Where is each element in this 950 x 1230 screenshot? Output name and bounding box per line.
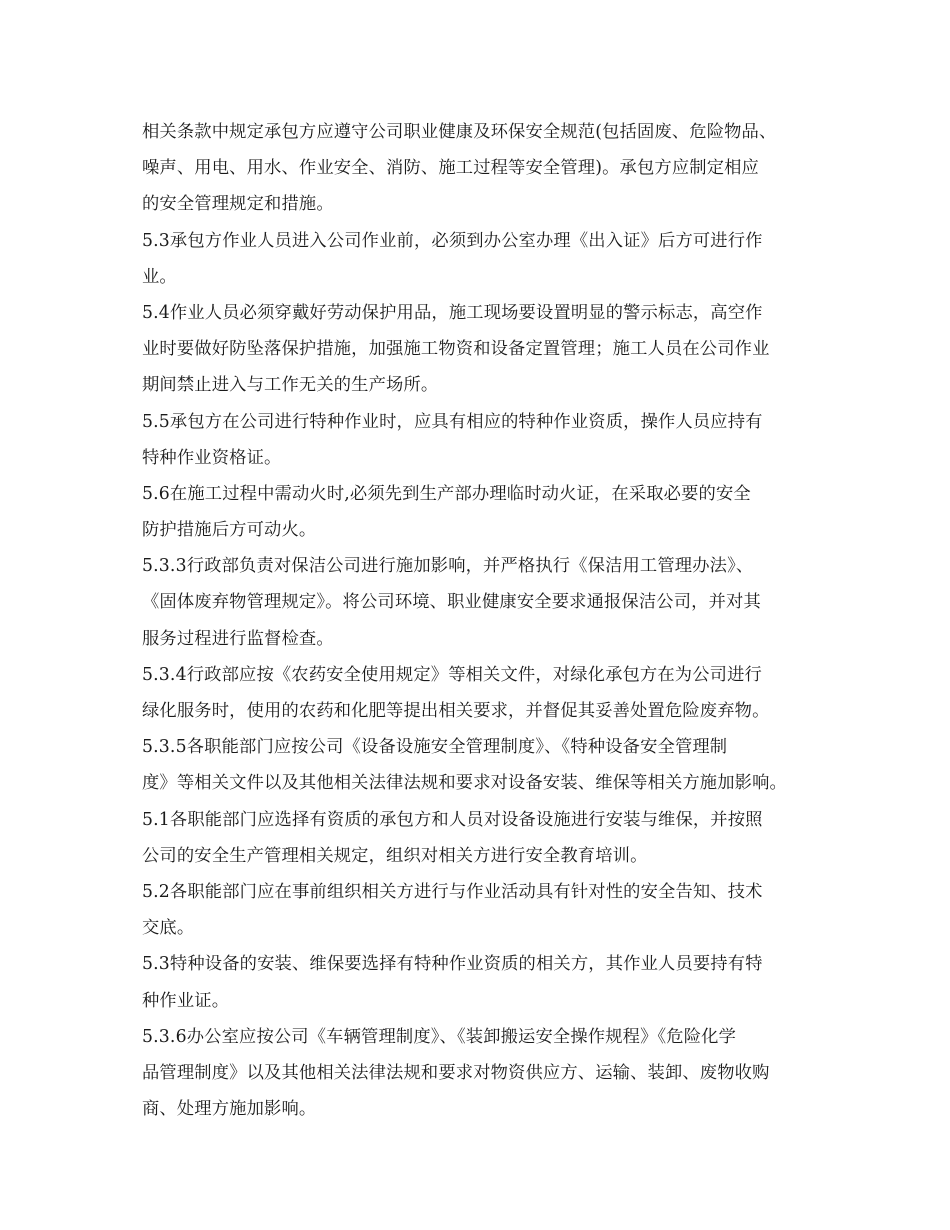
text-line: 绿化服务时，使用的农药和化肥等提出相关要求，并督促其妥善处置危险废弃物。 [142,701,770,721]
text-line: 服务过程进行监督检查。 [142,628,334,649]
text-line: 5.4作业人员必须穿戴好劳动保护用品，施工现场要设置明显的警示标志，高空作 [142,302,763,323]
text-line: 业。 [142,266,177,287]
text-line: 种作业证。 [142,990,230,1011]
text-line: 《固体废弃物管理规定》。将公司环境、职业健康安全要求通报保洁公司，并对其 [142,592,761,613]
text-line: 5.5承包方在公司进行特种作业时，应具有相应的特种作业资质，操作人员应持有 [142,411,763,432]
text-line: 5.3特种设备的安装、维保要选择有特种作业资质的相关方，其作业人员要持有特 [142,954,763,975]
text-line: 5.6在施工过程中需动火时,必须先到生产部办理临时动火证，在采取必要的安全 [142,483,751,504]
text-line: 5.3.4行政部应按《农药安全使用规定》等相关文件，对绿化承包方在为公司进行 [142,664,762,685]
text-line: 业时要做好防坠落保护措施，加强施工物资和设备定置管理；施工人员在公司作业 [142,339,770,360]
text-line: 5.3.6办公室应按公司《车辆管理制度》、《装卸搬运安全操作规程》《危险化学 [142,1026,737,1047]
document-body [142,114,826,1127]
text-line: 品管理制度》以及其他相关法律法规和要求对物资供应方、运输、装卸、废物收购 [142,1062,770,1083]
text-line: 特种作业资格证。 [142,447,282,468]
text-line: 5.3.3行政部负责对保洁公司进行施加影响，并严格执行《保洁用工管理办法》、 [142,556,754,577]
text-line: 相关条款中规定承包方应遵守公司职业健康及环保安全规范(包括固废、危险物品、 [142,122,777,142]
text-line: 商、处理方施加影响。 [142,1099,317,1120]
text-line: 防护措施后方可动火。 [142,520,317,541]
text-line: 5.2各职能部门应在事前组织相关方进行与作业活动具有针对性的安全告知、技术 [142,881,763,902]
text-line: 噪声、用电、用水、作业安全、消防、施工过程等安全管理)。承包方应制定相应 [142,158,759,179]
text-line: 期间禁止进入与工作无关的生产场所。 [142,375,439,396]
text-line: 度》等相关文件以及其他相关法律法规和要求对设备安装、维保等相关方施加影响。 [142,773,787,794]
text-line: 的安全管理规定和措施。 [142,194,334,215]
text-line: 5.3.5各职能部门应按公司《设备设施安全管理制度》、《特种设备安全管理制 [142,737,728,758]
text-line: 公司的安全生产管理相关规定，组织对相关方进行安全教育培训。 [142,845,648,866]
text-line: 5.1各职能部门应选择有资质的承包方和人员对设备设施进行安装与维保，并按照 [142,809,763,830]
text-line: 交底。 [142,918,195,939]
text-line: 5.3承包方作业人员进入公司作业前，必须到办公室办理《出入证》后方可进行作 [142,230,763,251]
